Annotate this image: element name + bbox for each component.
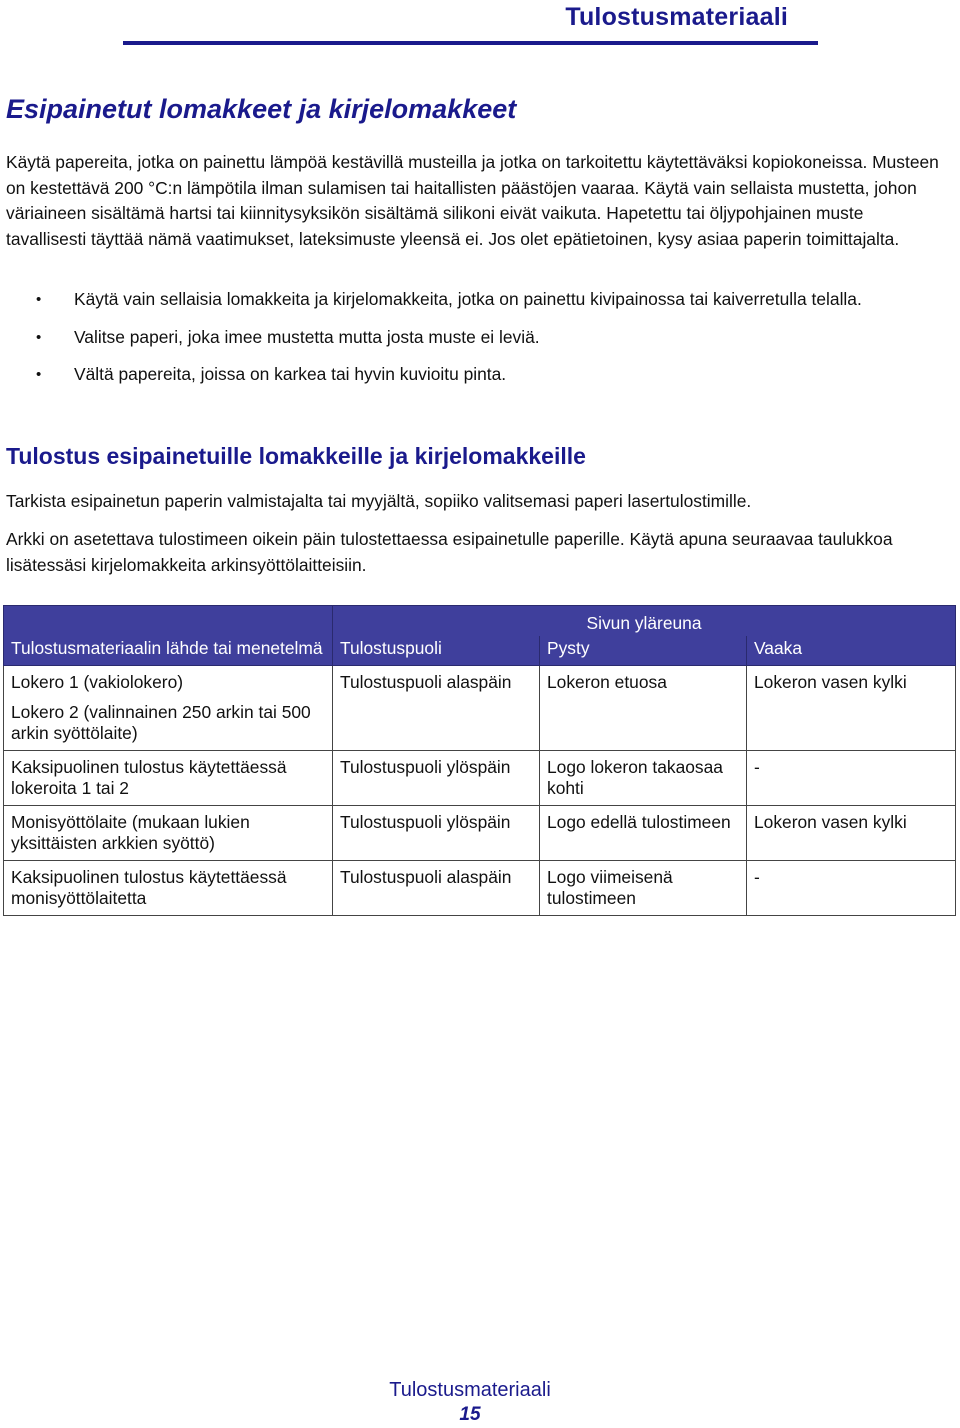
cell-portrait: Lokeron etuosa [540,666,747,751]
cell-landscape: Lokeron vasen kylki [747,806,956,861]
cell-print-side: Tulostuspuoli alaspäin [333,666,540,751]
list-item: • Käytä vain sellaisia lomakkeita ja kirjelomakkeita, jotka on painettu kivipainossa tai kaiverretulla telalla. [6,287,946,313]
cell-portrait: Logo lokeron takaosaa kohti [540,751,747,806]
intro-paragraph: Käytä papereita, jotka on painettu lämpöä kestävillä musteilla ja jotka on tarkoitettu käytettäväksi kopiokoneissa. Musteen on kestettävä 200 °C:n lämpötila ilman sulamisen tai haitallisten päästöjen vaaraa. Käytä vain sellaista mustetta, johon väriaineen sisältämä hartsi tai kiinnitysyksikön sisältämä silikoni eivät vaikuta. Hapetettu tai öljypohjainen muste tavallisesti täyttää nämä vaatimukset, lateksimuste yleensä ei. Jos olet epätietoinen, kysy asiaa paperin toimittajalta. [6,152,939,249]
page-number: 15 [459,1404,481,1425]
header-rule [123,41,818,45]
table-row [4,666,956,751]
footer-title: Tulostusmateriaali [389,1379,551,1401]
header-portrait: Pysty [540,636,747,666]
table-row [4,806,956,861]
check-paragraph: Tarkista esipainetun paperin valmistajalta tai myyjältä, sopiiko valitsemasi paperi lasertulostimille. [6,491,752,511]
cell-landscape: Lokeron vasen kylki [747,666,956,751]
cell-landscape: - [747,751,956,806]
table-row [4,861,956,916]
cell-source: Kaksipuolinen tulostus käytettäessä monisyöttölaitetta [4,861,333,916]
cell-source: Monisyöttölaite (mukaan lukien yksittäisten arkkien syöttö) [4,806,333,861]
subsection-title: Tulostus esipainetuille lomakkeille ja kirjelomakkeille [6,443,586,469]
header-source: Tulostusmateriaalin lähde tai menetelmä [4,606,333,666]
list-item: • Vältä papereita, joissa on karkea tai hyvin kuvioitu pinta. [6,362,946,388]
cell-portrait: Logo edellä tulostimeen [540,806,747,861]
guideline-list [6,287,946,400]
bullet-icon: • [36,328,42,346]
cell-source: Lokero 1 (vakiolokero) Lokero 2 (valinnainen 250 arkin tai 500 arkin syöttölaite) [4,666,333,751]
cell-portrait: Logo viimeisenä tulostimeen [540,861,747,916]
bullet-icon: • [36,291,42,308]
list-item: • Valitse paperi, joka imee mustetta mutta josta muste ei leviä. [6,325,946,351]
header-landscape: Vaaka [747,636,956,666]
bullet-icon: • [36,366,42,383]
section-title: Esipainetut lomakkeet ja kirjelomakkeet [6,94,517,124]
cell-source: Kaksipuolinen tulostus käytettäessä lokeroita 1 tai 2 [4,751,333,806]
cell-print-side: Tulostuspuoli ylöspäin [333,751,540,806]
cell-landscape: - [747,861,956,916]
letterhead-orientation-table [3,605,956,916]
cell-print-side: Tulostuspuoli alaspäin [333,861,540,916]
header-print-side: Tulostuspuoli [333,636,540,666]
table-row [4,751,956,806]
running-header-title: Tulostusmateriaali [565,3,788,31]
header-page-top: Sivun yläreuna [333,606,956,637]
orientation-paragraph: Arkki on asetettava tulostimeen oikein päin tulostettaessa esipainetulle paperille. Käytä apuna seuraavaa taulukkoa lisätessäsi kirjelomakkeita arkinsyöttölaitteisiin. [6,529,893,575]
cell-print-side: Tulostuspuoli ylöspäin [333,806,540,861]
